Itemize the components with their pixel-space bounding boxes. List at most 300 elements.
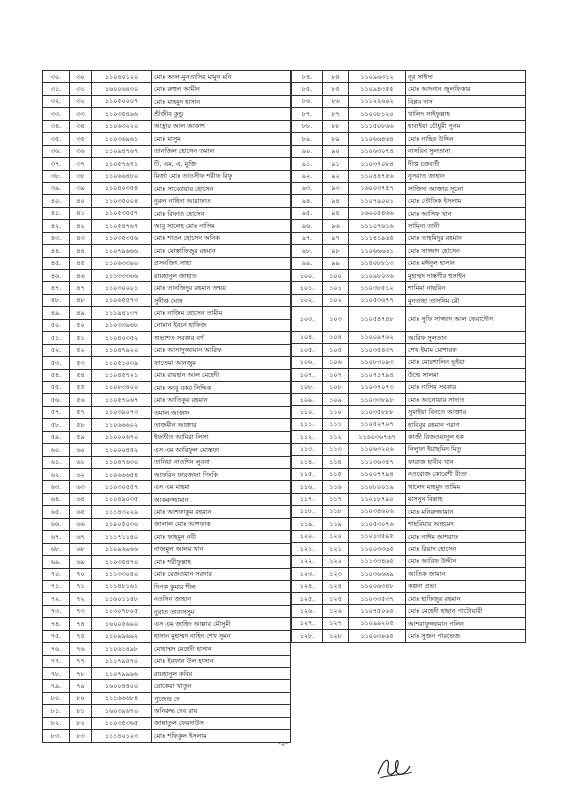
name-cell: মুনতাহা তাসনিম মৌ — [406, 294, 526, 306]
roll-cell: ৮২ — [70, 717, 92, 729]
id-cell: ১১০৩৬৬৬৯ — [349, 568, 406, 580]
id-cell: ১১৫০৮৮১৩ — [349, 257, 406, 269]
serial-cell: ৬৬. — [43, 518, 70, 530]
name-cell: নাজমুল আলম খান — [152, 543, 291, 555]
name-cell: নওসিন জাহান — [152, 593, 291, 605]
name-cell: মোঃ তানজিদুর রহমান তন্ময় — [152, 282, 291, 294]
id-cell: ১১০৯৬৯৬৬ — [92, 543, 152, 555]
id-cell: ১১০৪৪৭৫৬ — [349, 170, 406, 182]
id-cell: ১১০৫২৭০৭ — [349, 418, 406, 430]
serial-cell: ১২৮. — [292, 630, 323, 642]
serial-cell: ১১২. — [292, 431, 323, 443]
id-cell: ১১১৪১৯৬৫ — [349, 232, 406, 244]
id-cell: ১১০৯৯২০৫ — [349, 617, 406, 629]
serial-cell: ১০৮. — [292, 381, 323, 393]
name-cell: আতিক জামান — [406, 568, 526, 580]
roll-cell: ৮৫ — [323, 83, 349, 95]
table-row — [43, 456, 291, 468]
name-cell: মোঃ শাওন হোসেন অনিক — [152, 232, 291, 244]
table-row — [43, 431, 291, 443]
id-cell: ১১০৬১৪৯৮ — [92, 643, 152, 655]
table-row — [43, 419, 291, 431]
roll-cell: ৩২ — [70, 95, 92, 107]
serial-cell: ৩৭. — [43, 158, 70, 170]
serial-cell: ৬৮. — [43, 543, 70, 555]
id-cell: ১১০৪৭৯২০ — [92, 344, 152, 356]
table-row — [292, 555, 526, 567]
serial-cell: ৫৯. — [43, 431, 70, 443]
id-cell: ১১১৩৬৩৫৭ — [349, 456, 406, 468]
roll-cell: ৪৪ — [70, 245, 92, 257]
serial-cell: ৯৮. — [292, 245, 323, 257]
serial-cell: ৫৪. — [43, 369, 70, 381]
id-cell: ১১১৪৩২২৯ — [92, 506, 152, 518]
id-cell: ১১১৩৩৪৬৫ — [349, 555, 406, 567]
roll-cell: ৪৭ — [70, 282, 92, 294]
id-cell: ১১০০৩৩৬৫ — [349, 543, 406, 555]
serial-cell: ১০৫. — [292, 344, 323, 356]
name-cell: এস এম আরিফুল মোস্তফা — [152, 444, 291, 456]
table-row — [43, 83, 291, 95]
id-cell: ১১০৩৬৯৬১ — [92, 133, 152, 145]
serial-cell: ৪২. — [43, 220, 70, 232]
roll-cell: ৬০ — [70, 444, 92, 456]
roll-cell: ৭৬ — [70, 643, 92, 655]
table-row — [43, 369, 291, 381]
table-row — [292, 605, 526, 617]
signature-icon — [372, 752, 416, 782]
id-cell: ১১০৫৪৭৬৭ — [92, 220, 152, 232]
id-cell: ১১০৩০০০১ — [92, 282, 152, 294]
serial-cell: ১১৪. — [292, 456, 323, 468]
name-cell: বিপ্লব দাস — [406, 95, 526, 107]
candidate-table-right — [291, 70, 526, 643]
roll-cell: ৯৭ — [323, 232, 349, 244]
table-row — [43, 232, 291, 244]
roll-cell: ৮১ — [70, 705, 92, 717]
roll-cell: ১০৫ — [323, 344, 349, 356]
id-cell: ১১০৫৩৫৫৭ — [92, 207, 152, 219]
roll-cell: ৫৯ — [70, 431, 92, 443]
name-cell: সুদীপ্ত ঘোষ — [152, 294, 291, 306]
name-cell: মোঃ মোরশালিন ভূইয়া — [406, 356, 526, 368]
id-cell: ১১০৮০০১৯ — [349, 481, 406, 493]
table-row — [43, 556, 291, 568]
name-cell: ফাতেমা আনজুম — [152, 357, 291, 369]
roll-cell: ৫০ — [70, 319, 92, 331]
roll-cell: ৬২ — [70, 469, 92, 481]
serial-cell: ১০৪. — [292, 331, 323, 343]
roll-cell: ৮৭ — [323, 108, 349, 120]
serial-cell: ১১৮. — [292, 505, 323, 517]
roll-cell: ৫৩ — [70, 357, 92, 369]
name-cell: নোমান ইবনে হাফিজ — [152, 319, 291, 331]
id-cell: ১১৩০৭৮০৫ — [92, 605, 152, 617]
table-row — [43, 220, 291, 232]
serial-cell: ৯৯. — [292, 257, 323, 269]
table-row — [292, 170, 526, 182]
name-cell: কাজী রিজওয়ানুল হক — [406, 431, 526, 443]
roll-cell: ৩১ — [70, 83, 92, 95]
serial-cell: ৬০. — [43, 444, 70, 456]
name-cell: উম্মে সালমা — [406, 369, 526, 381]
roll-cell: ১১২ — [323, 431, 349, 443]
serial-cell: ৩৩. — [43, 108, 70, 120]
table-row — [43, 245, 291, 257]
table-row — [43, 668, 291, 680]
table-row — [292, 443, 526, 455]
roll-cell: ৮৪ — [323, 71, 349, 83]
id-cell: ১১০৩৩৮৯৮ — [349, 394, 406, 406]
table-row — [292, 381, 526, 393]
roll-cell: ৮৯ — [323, 133, 349, 145]
name-cell: জান্নাতুল ফেরদাউস — [152, 717, 291, 729]
table-row — [43, 195, 291, 207]
table-row — [43, 618, 291, 630]
name-cell: এস এম মাহমা — [152, 481, 291, 493]
serial-cell: ১০২. — [292, 294, 323, 306]
name-cell: মোঃ মাহমুদ হাসান — [152, 95, 291, 107]
name-cell: তানিয়া নাওশিন লুবনা — [152, 456, 291, 468]
name-cell: শেখ ইমাম মোশারফ — [406, 344, 526, 356]
table-row — [43, 506, 291, 518]
name-cell: শুভাশত সরকার বর্ণ — [152, 332, 291, 344]
table-row — [292, 220, 526, 232]
serial-cell: ১০৯. — [292, 394, 323, 406]
candidate-table-left — [42, 70, 291, 743]
serial-cell: ৭২. — [43, 593, 70, 605]
table-row — [292, 282, 526, 294]
id-cell: ১১০৪০১২০ — [92, 71, 152, 83]
table-row — [43, 120, 291, 132]
table-row — [43, 605, 291, 617]
table-row — [43, 481, 291, 493]
page-number: -২- — [278, 740, 288, 748]
id-cell: ১৬০০৫৪৬৬ — [349, 207, 406, 219]
id-cell: ১১০৬৩২০৬ — [349, 443, 406, 455]
table-row — [292, 356, 526, 368]
serial-cell: ৮৩. — [43, 730, 70, 742]
roll-cell: ১২৫ — [323, 593, 349, 605]
serial-cell: ৬৫. — [43, 506, 70, 518]
table-row — [43, 257, 291, 269]
id-cell: ১১১৩৩০৪০ — [92, 568, 152, 580]
roll-cell: ১১০ — [323, 406, 349, 418]
roll-cell: ১০২ — [323, 294, 349, 306]
roll-cell: ৭১ — [70, 580, 92, 592]
serial-cell: ৪৪. — [43, 245, 70, 257]
table-row — [292, 456, 526, 468]
roll-cell: ১১৮ — [323, 505, 349, 517]
name-cell: জালাল মোঃ আশফাক — [152, 518, 291, 530]
id-cell: ১১০৩৯০৭৩ — [92, 406, 152, 418]
serial-cell: ৫১. — [43, 332, 70, 344]
roll-cell: ১১৬ — [323, 481, 349, 493]
roll-cell: ৫৪ — [70, 369, 92, 381]
serial-cell: ১২১. — [292, 543, 323, 555]
table-row — [292, 158, 526, 170]
id-cell: ১১০৭৫০৬৫ — [349, 605, 406, 617]
serial-cell: ৯১. — [292, 158, 323, 170]
table-row — [292, 344, 526, 356]
id-cell: ১১৬০৩৬৭৬৭ — [349, 431, 406, 443]
serial-cell: ৪৩. — [43, 232, 70, 244]
roll-cell: ১০৮ — [323, 381, 349, 393]
name-cell: মোঃ মোস্তাফিজুর রহমান — [152, 245, 291, 257]
name-cell: রায়হানুল কবির — [152, 668, 291, 680]
roll-cell: ৮০ — [70, 692, 92, 704]
name-cell: হাসান মুহাম্মদ নাহিদ শেখ সুমন — [152, 630, 291, 642]
name-cell: নাসরিন সুলতানা — [406, 145, 526, 157]
id-cell: ১১১০৭৬১৬ — [349, 220, 406, 232]
roll-cell: ১২১ — [323, 543, 349, 555]
id-cell: ১১০৯৪৭৬৭ — [92, 145, 152, 157]
table-row — [43, 71, 291, 83]
roll-cell: ৩৪ — [70, 120, 92, 132]
serial-cell: ৯৭. — [292, 232, 323, 244]
serial-cell: ১১৫. — [292, 468, 323, 480]
id-cell: ১১০৬৬৬৬১ — [349, 245, 406, 257]
id-cell: ১১০০০৪৫২ — [92, 444, 152, 456]
name-cell: নওরোজ কোরেশী রীতা — [406, 468, 526, 480]
id-cell: ১১০৭৯৬৬৬ — [92, 245, 152, 257]
id-cell: ১১০৫৩৬৭৭ — [349, 294, 406, 306]
name-cell: মোঃ আসাদুজ্জামান আরিফ — [152, 344, 291, 356]
id-cell: ১১০৩৪৬০৬ — [349, 505, 406, 517]
name-cell: মোঃ আরিফ উদ্দীন — [406, 555, 526, 567]
table-row — [43, 643, 291, 655]
name-cell: শাহরিয়ার আহমেদ — [406, 518, 526, 530]
serial-cell: ৯৬. — [292, 220, 323, 232]
id-cell: ১১০৮৩০৯৩ — [349, 356, 406, 368]
id-cell: ১১০৩৫৪৯৬ — [92, 108, 152, 120]
serial-cell: ৬৩. — [43, 481, 70, 493]
table-row — [43, 717, 291, 729]
id-cell: ১১০৬৬৬০২ — [92, 419, 152, 431]
id-cell: ১১০৩৫৩৫৬ — [92, 232, 152, 244]
id-cell: ১১০৮৩৪০০ — [92, 381, 152, 393]
table-row — [43, 444, 291, 456]
roll-cell: ৭৭ — [70, 655, 92, 667]
id-cell: ১১০৩৩৫৩৭ — [349, 593, 406, 605]
id-cell: ১১১২২৬০২ — [349, 95, 406, 107]
serial-cell: ৬১. — [43, 456, 70, 468]
name-cell: কল্পনা প্রভা — [406, 580, 526, 592]
table-row — [292, 331, 526, 343]
id-cell: ১১০৩৫০০৪ — [92, 195, 152, 207]
table-row — [292, 257, 526, 269]
roll-cell: ৫১ — [70, 332, 92, 344]
id-cell: ১১০৭৯০০১ — [349, 195, 406, 207]
table-row — [43, 531, 291, 543]
serial-cell: ১০৩. — [292, 307, 323, 332]
roll-cell: ১২০ — [323, 530, 349, 542]
table-row — [292, 294, 526, 306]
id-cell: ১১০৬৩২২০ — [92, 120, 152, 132]
table-row — [43, 705, 291, 717]
roll-cell: ৭৯ — [70, 680, 92, 692]
serial-cell: ১০১. — [292, 282, 323, 294]
roll-cell: ৭৫ — [70, 630, 92, 642]
id-cell: ১১০৪০৩৫৪ — [92, 182, 152, 194]
serial-cell: ৮২. — [43, 717, 70, 729]
serial-cell: ১২৫. — [292, 593, 323, 605]
serial-cell: ১১৯. — [292, 518, 323, 530]
table-row — [43, 170, 291, 182]
roll-cell: ৬৩ — [70, 481, 92, 493]
roll-cell: ৩৭ — [70, 158, 92, 170]
table-row — [292, 369, 526, 381]
table-row — [43, 493, 291, 505]
id-cell: ১১০৩৭০৮৪ — [349, 158, 406, 170]
roll-cell: ৯৬ — [323, 220, 349, 232]
serial-cell: ৯৫. — [292, 207, 323, 219]
table-row — [43, 580, 291, 592]
name-cell: মোঃ আসিফ খান — [406, 207, 526, 219]
serial-cell: ৩১. — [43, 83, 70, 95]
name-cell: মোঃ নাসিম সরকার — [406, 381, 526, 393]
table-row — [292, 530, 526, 542]
name-cell: খালেদ মাহমুদ তামিম — [406, 481, 526, 493]
table-row — [43, 680, 291, 692]
name-cell: আবু সালেহ মোঃ নাসিম — [152, 220, 291, 232]
table-row — [43, 692, 291, 704]
roll-cell: ১০৪ — [323, 331, 349, 343]
table-row — [43, 145, 291, 157]
name-cell: নুসরাত জাহান — [406, 170, 526, 182]
id-cell: ১১১৪৮১৬১ — [92, 580, 152, 592]
roll-cell: ৫৬ — [70, 394, 92, 406]
name-cell: হাবিবুর রহমান পরাগ — [406, 418, 526, 430]
table-row — [43, 357, 291, 369]
serial-cell: ৩২. — [43, 95, 70, 107]
roll-cell: ১২৮ — [323, 630, 349, 642]
id-cell: ১১০৯৯৬৯২ — [92, 630, 152, 642]
serial-cell: ১০৭. — [292, 369, 323, 381]
name-cell: খালিদ সাইফুল্লাহ — [406, 108, 526, 120]
serial-cell: ৪১. — [43, 207, 70, 219]
id-cell: ১১০৬৩৩৯০ — [92, 257, 152, 269]
roll-cell: ৪২ — [70, 220, 92, 232]
serial-cell: ৭০. — [43, 568, 70, 580]
table-row — [292, 133, 526, 145]
serial-cell: ৪৭. — [43, 282, 70, 294]
table-row — [292, 505, 526, 517]
name-cell: এস এম জাহিদ আল্লার মৌসুমী — [152, 618, 291, 630]
roll-cell: ৪১ — [70, 207, 92, 219]
serial-cell: ১২২. — [292, 555, 323, 567]
roll-cell: ৭২ — [70, 593, 92, 605]
name-cell: মোঃ হাফিজুর রহমান — [406, 593, 526, 605]
name-cell: মোঃ মঈনুল হাসান — [406, 257, 526, 269]
name-cell: মোঃ তৌফিক ইসলাম — [406, 195, 526, 207]
roll-cell: ৬১ — [70, 456, 92, 468]
name-cell: শামিমা নাছরিন — [406, 282, 526, 294]
roll-cell: ৫৭ — [70, 406, 92, 418]
roll-cell: ৯৩ — [323, 182, 349, 194]
id-cell: ১৬০০৪৪০০ — [92, 680, 152, 692]
roll-cell: ৯৪ — [323, 195, 349, 207]
serial-cell: ৩৪. — [43, 120, 70, 132]
roll-cell: ৪৬ — [70, 270, 92, 282]
serial-cell: ৫৮. — [43, 419, 70, 431]
table-row — [292, 195, 526, 207]
serial-cell: ৯৩. — [292, 182, 323, 194]
roll-cell: ১২৭ — [323, 617, 349, 629]
id-cell: ১১০০৯৭৬২ — [349, 331, 406, 343]
serial-cell: ৮৮. — [292, 120, 323, 132]
serial-cell: ৩৬. — [43, 145, 70, 157]
table-row — [292, 568, 526, 580]
id-cell: ১১০৫১০৩৯ — [92, 357, 152, 369]
roll-cell: ৩৯ — [70, 182, 92, 194]
table-row — [43, 543, 291, 555]
serial-cell: ৭৫. — [43, 630, 70, 642]
id-cell: ১১০৩৫৪৭০ — [92, 556, 152, 568]
table-row — [292, 145, 526, 157]
name-cell: আশরাফুজ্জামান পলিন — [406, 617, 526, 629]
name-cell: রোকেয়া খাতুন — [152, 680, 291, 692]
roll-cell: ১১৩ — [323, 443, 349, 455]
roll-cell: ৯৮ — [323, 245, 349, 257]
id-cell: ১১০৩৩৯৬৮ — [92, 319, 152, 331]
roll-cell: ৬৬ — [70, 518, 92, 530]
roll-cell: ৩০ — [70, 71, 92, 83]
id-cell: ১১০১৮৭৯০ — [349, 493, 406, 505]
id-cell: ১১০৩৫৪৩৭ — [349, 344, 406, 356]
table-row — [292, 617, 526, 629]
id-cell: ১১০৭৯৯৯৬ — [92, 668, 152, 680]
table-row — [43, 655, 291, 667]
id-cell: ১১০৫৭৬৭১ — [92, 158, 152, 170]
table-row — [292, 307, 526, 332]
id-cell: ১১৬০১১৪৮ — [92, 593, 152, 605]
roll-cell: ১১৭ — [323, 493, 349, 505]
serial-cell: ৬৪. — [43, 493, 70, 505]
name-cell: প্রসনজিৎ সাহা — [152, 257, 291, 269]
table-row — [43, 630, 291, 642]
id-cell: ১১০৩০৫৫৭ — [92, 481, 152, 493]
id-cell: ১১৯০৫০৩০ — [92, 518, 152, 530]
id-cell: ১১০৯৪৩৫৫ — [349, 83, 406, 95]
table-row — [43, 381, 291, 393]
serial-cell: ১১৬. — [292, 481, 323, 493]
serial-cell: ৯২. — [292, 170, 323, 182]
serial-cell: ৫৫. — [43, 381, 70, 393]
id-cell: ১১০৬৩০৭৪ — [349, 145, 406, 157]
table-row — [43, 593, 291, 605]
table-row — [292, 120, 526, 132]
serial-cell: ৬২. — [43, 469, 70, 481]
serial-cell: ৩০. — [43, 71, 70, 83]
id-cell: ১১০১৩৫৯৫ — [349, 530, 406, 542]
serial-cell: ১২৬. — [292, 605, 323, 617]
roll-cell: ৬৫ — [70, 506, 92, 518]
id-cell: ১১০৩৫৩৬৫ — [92, 717, 152, 729]
serial-cell: ৪৫. — [43, 257, 70, 269]
serial-cell: ১১০. — [292, 406, 323, 418]
name-cell: মোঃ তাহমিদুর রহমান — [406, 232, 526, 244]
roll-cell: ৪৫ — [70, 257, 92, 269]
id-cell: ১১০৩৫৮৮৮ — [349, 406, 406, 418]
id-cell: ১১০৯৮০৩৬ — [349, 270, 406, 282]
name-cell: মোঃ সুফি সাজ্জাদ আল ফেরাদৌস — [406, 307, 526, 332]
serial-cell: ১২৪. — [292, 580, 323, 592]
id-cell: ১৬০০৩৭৫৭ — [349, 182, 406, 194]
name-cell: আফরিন ফারজানা পিংকি — [152, 469, 291, 481]
id-cell: ১১০৬৬৪৬৪ — [349, 133, 406, 145]
roll-cell: ৪৮ — [70, 294, 92, 306]
